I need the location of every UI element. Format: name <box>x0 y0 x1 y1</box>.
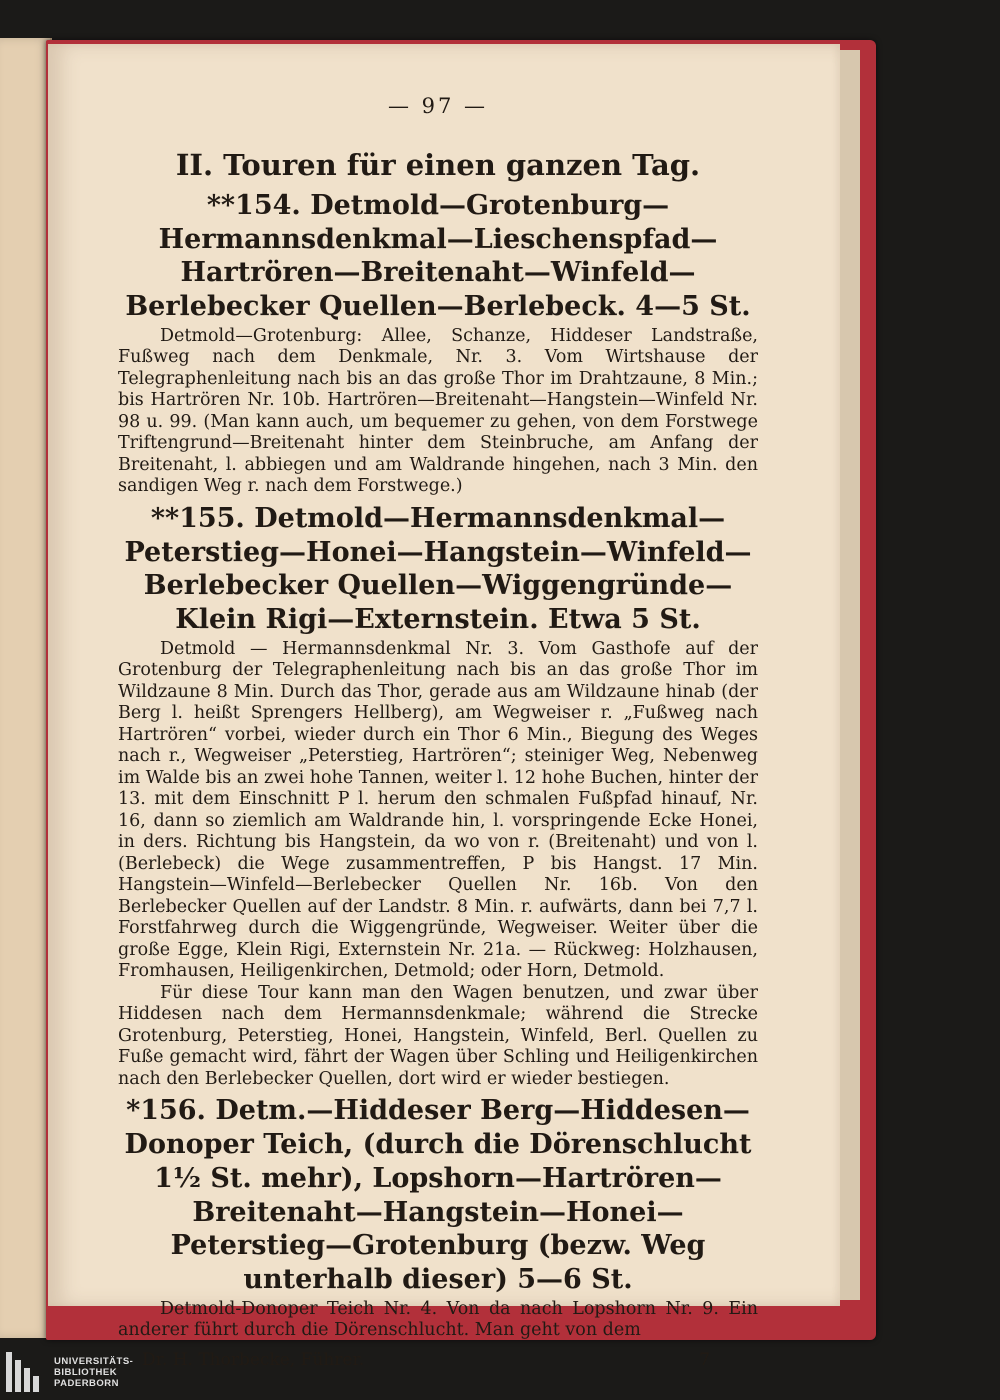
section-heading: II. Touren für einen ganzen Tag. <box>175 148 701 182</box>
entry-paragraph: Detmold—Grotenburg: Allee, Schanze, Hiddeser Landstraße, Fußweg nach dem Denkmale, Nr. 3. Vom Wirtshause der Telegraphenleitung nach bis an das große Thor im Drahtzaune, 8 Min.; bis Hartrören Nr. 10b. Hartrören—Breitenaht—Hangstein—Winfeld Nr. 98 u. 99. (Man kann auch, um bequemer zu gehen, von dem Forstwege Triftengrund—Breitenaht hinter dem Steinbruche, am Anfang der Breitenaht, l. abbiegen und am Waldrande hingehen, nach 3 Min. den sandigen Weg r. nach dem Forstwege.) <box>118 325 758 497</box>
entry-paragraph: Für diese Tour kann man den Wagen benutzen, und zwar über Hiddesen nach dem Hermannsdenkmale; während die Strecke Grotenburg, Peterstieg, Honei, Hangstein, Winfeld, Berl. Quellen zu Fuße gemacht wird, fährt der Wagen über Schling und Heiligenkirchen nach den Berlebecker Quellen, dort wird er wieder bestiegen. <box>118 982 758 1089</box>
library-logo-text <box>54 1356 133 1389</box>
library-logo <box>6 1352 133 1392</box>
footer-signature-mark: 7 <box>699 1349 710 1370</box>
logo-line-1: UNIVERSITÄTS- <box>54 1355 134 1367</box>
logo-line-2: BIBLIOTHEK <box>54 1366 118 1378</box>
library-logo-icon <box>6 1352 46 1392</box>
entry-title: **154. Detmold—Grotenburg—Hermannsdenkmal—Lieschenspfad—Hartrören—Breitenaht—Winfeld—Berlebecker Quellen—Berlebeck. 4—5 St. <box>125 189 751 323</box>
entry-title: *156. Detm.—Hiddeser Berg—Hiddesen—Donoper Teich, (durch die Dörenschlucht 1½ St. mehr), Lopshorn—Hartrören—Breitenaht—Hangstein—Honei—Peterstieg—Grotenburg (bezw. Weg unterhalb dieser) 5—6 St. <box>124 1095 752 1296</box>
page-footer <box>118 1350 758 1370</box>
entry-paragraph: Detmold — Hermannsdenkmal Nr. 3. Vom Gasthofe auf der Grotenburg der Telegraphenleitung nach bis an das große Thor im Wildzaune 8 Min. Durch das Thor, gerade aus am Wildzaune hinab (der Berg l. heißt Sprengers Hellberg), am Wegweiser r. „Fußweg nach Hartrören“ vorbei, wieder durch ein Thor 6 Min., Biegung des Weges nach r., Wegweiser „Peterstieg, Hartrören“; steiniger Weg, Nebenweg im Walde bis an zwei hohe Tannen, weiter l. 12 hohe Buchen, hinter der 13. mit dem Einschnitt P l. herum den schmalen Fußpfad hinauf, Nr. 16, dann so ziemlich am Waldrande hin, l. vorspringende Ecke Honei, in ders. Richtung bis Hangstein, da wo von r. (Breitenaht) und von l. (Berlebeck) die Wege zusammentreffen, P bis Hangst. 17 Min. Hangstein—Winfeld—Berlebecker Quellen Nr. 16b. Von den Berlebecker Quellen auf der Landstr. 8 Min. r. aufwärts, dann bei 7,7 l. Forstfahrweg durch die Wiggengründe, Wegweiser. Weiter über die große Egge, Klein Rigi, Externstein Nr. 21a. — Rückweg: Holzhausen, Fromhausen, Heiligenkirchen, Detmold; oder Horn, Detmold. <box>118 638 758 982</box>
tour-entry-156 <box>118 1094 758 1342</box>
tour-entry-154 <box>118 189 758 498</box>
entry-title: **155. Detmold—Hermannsdenkmal—Peterstieg—Honei—Hangstein—Winfeld—Berlebecker Quellen—Wiggengründe—Klein Rigi—Externstein. Etwa 5 St. <box>124 502 752 636</box>
page-text-block <box>118 94 758 1370</box>
footer-author: Dr. H. Thorbecke, Führer. <box>142 1349 365 1370</box>
left-page-edge <box>0 38 52 1338</box>
page-number: — 97 — <box>387 94 489 118</box>
tour-entry-155 <box>118 502 758 1091</box>
logo-line-3: PADERBORN <box>54 1377 120 1389</box>
entry-paragraph: Detmold-Donoper Teich Nr. 4. Von da nach Lopshorn Nr. 9. Ein anderer führt durch die Dörenschlucht. Man geht von dem <box>118 1298 758 1341</box>
